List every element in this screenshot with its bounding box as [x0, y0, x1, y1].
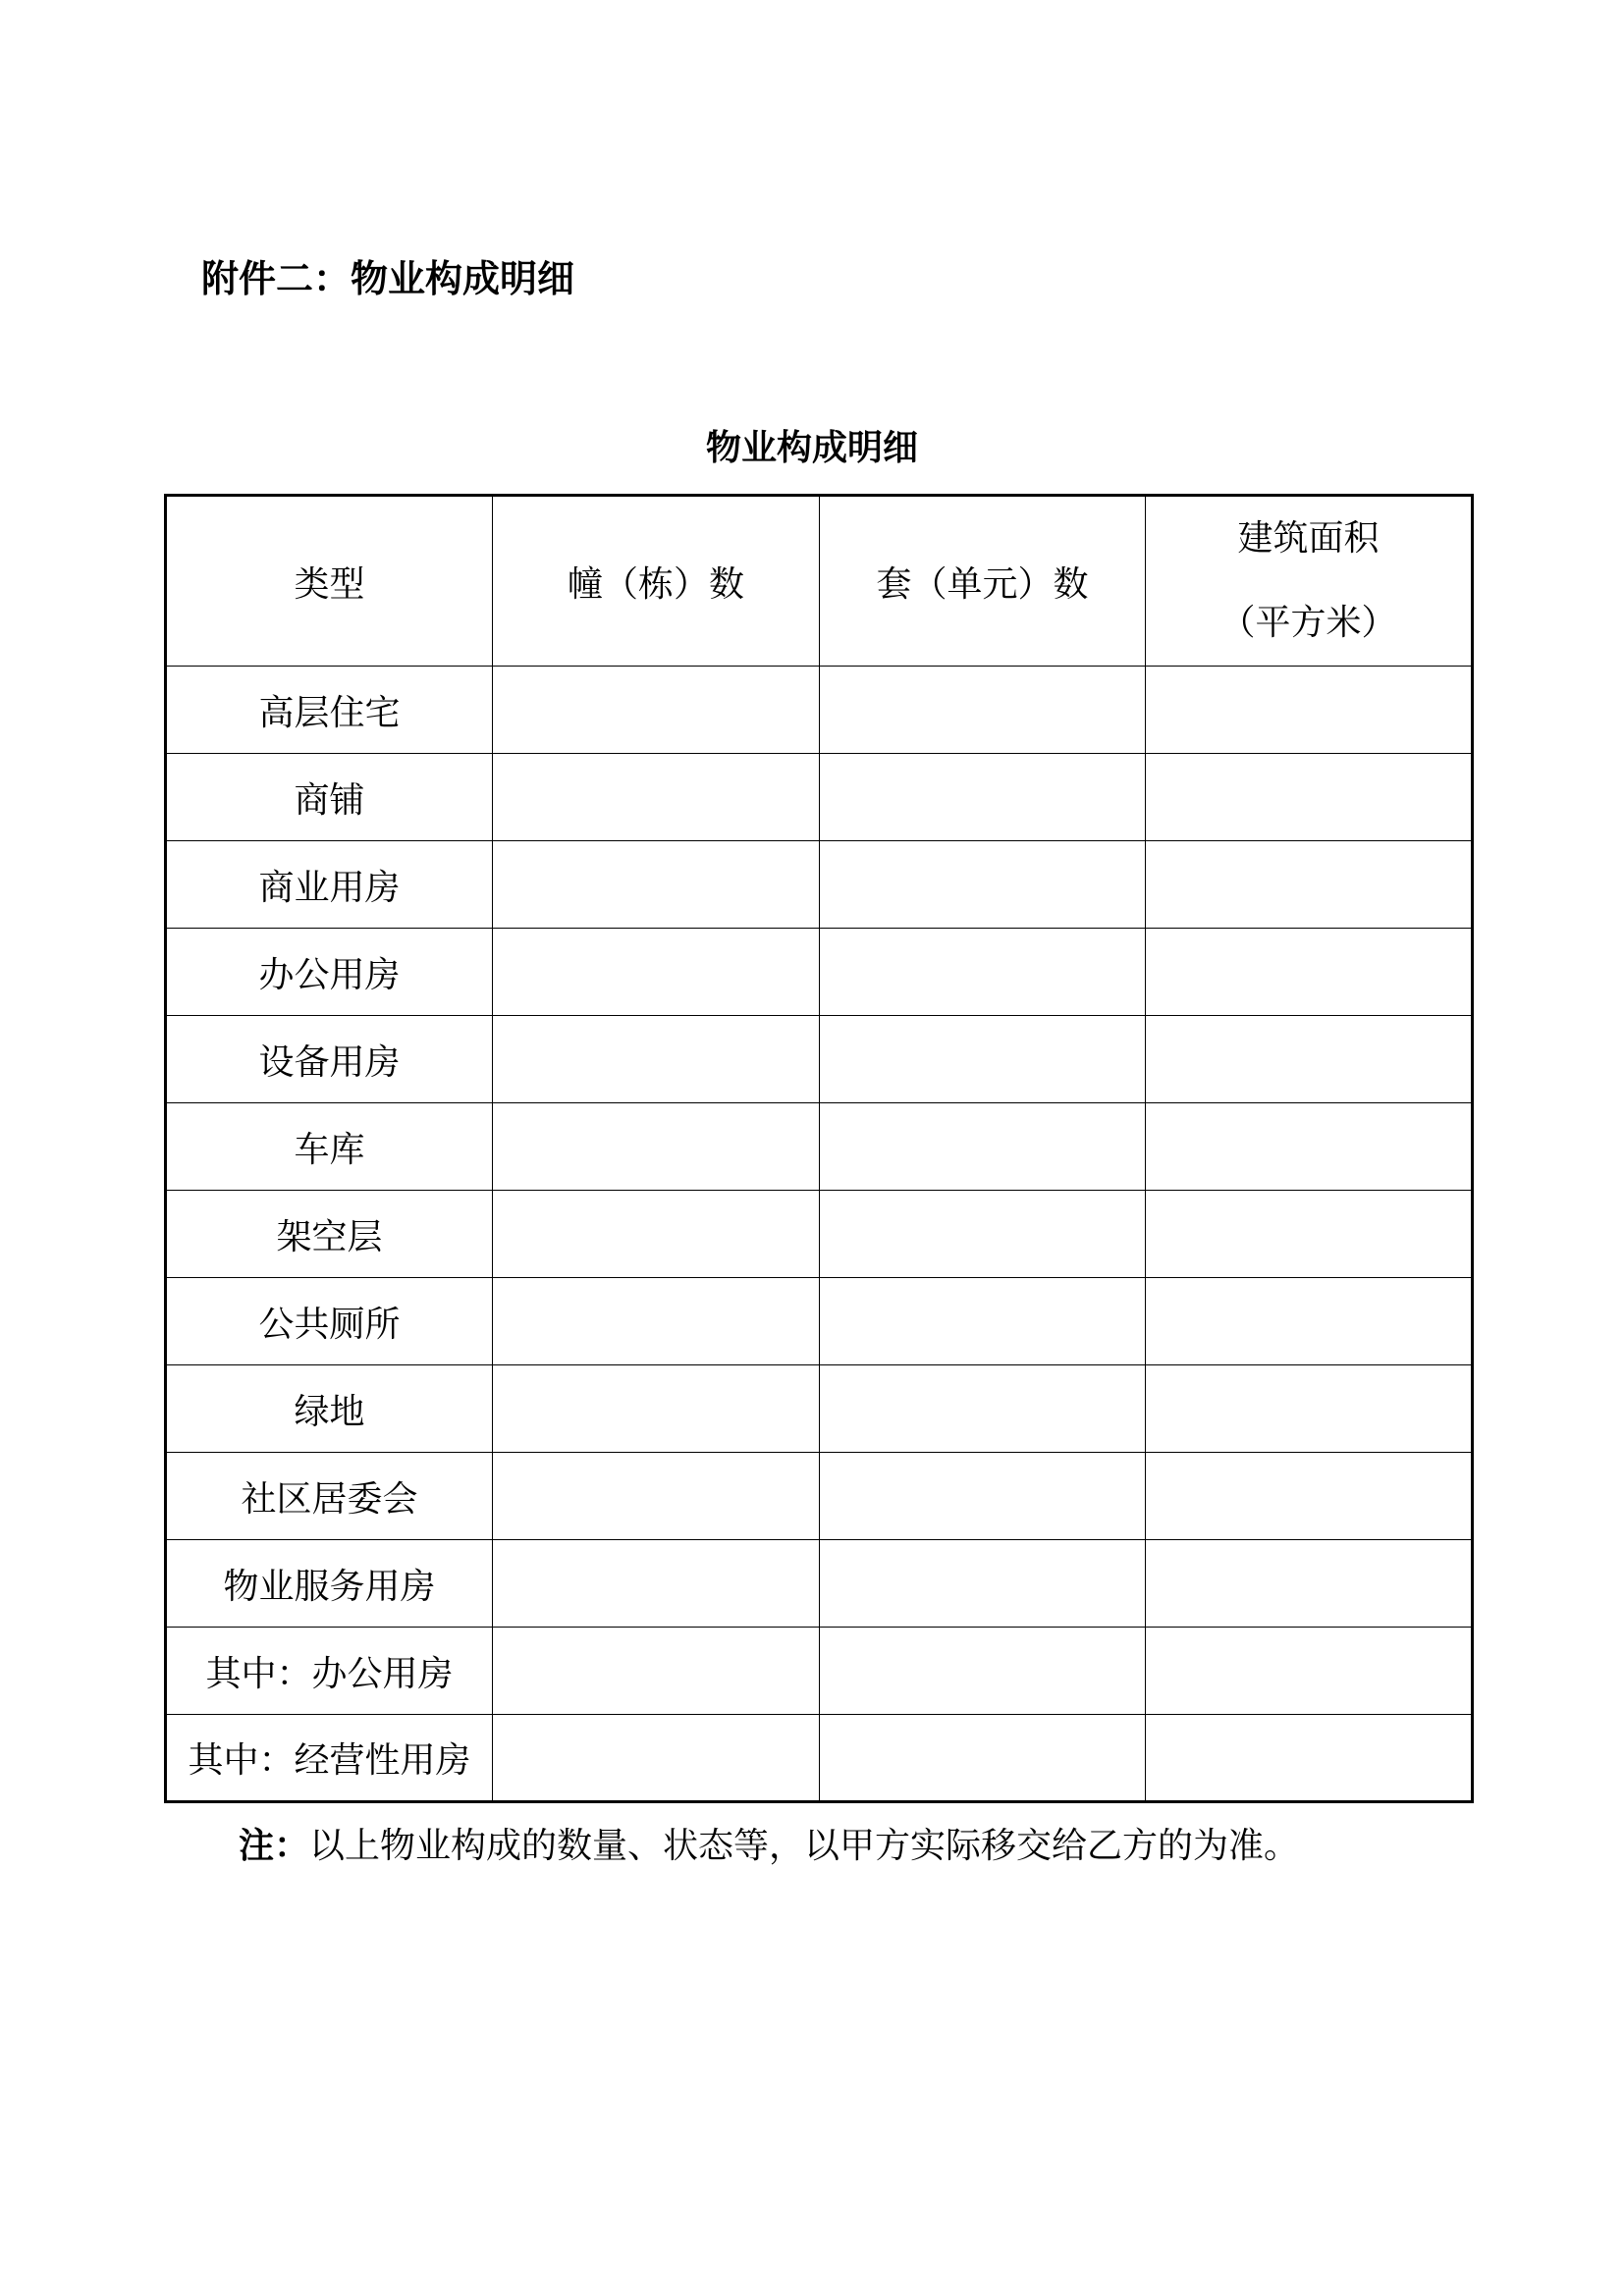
row-buildings-cell — [493, 841, 820, 929]
row-buildings-cell — [493, 1628, 820, 1715]
table-row — [166, 1453, 1473, 1540]
row-units-cell — [820, 1628, 1146, 1715]
row-buildings-cell — [493, 1278, 820, 1365]
table-row — [166, 1103, 1473, 1191]
row-type: 物业服务用房 — [166, 1540, 493, 1628]
row-buildings-cell — [493, 667, 820, 754]
property-composition-table — [164, 494, 1474, 1803]
row-area-cell — [1146, 667, 1473, 754]
note-label: 注： — [239, 1826, 310, 1866]
row-units-cell — [820, 1453, 1146, 1540]
row-area-cell — [1146, 841, 1473, 929]
row-type: 办公用房 — [166, 929, 493, 1016]
row-buildings-cell — [493, 1016, 820, 1103]
row-area-cell — [1146, 1016, 1473, 1103]
row-type: 车库 — [166, 1103, 493, 1191]
row-type: 社区居委会 — [166, 1453, 493, 1540]
table-row — [166, 841, 1473, 929]
row-type: 高层住宅 — [166, 667, 493, 754]
row-buildings-cell — [493, 1715, 820, 1802]
row-units-cell — [820, 841, 1146, 929]
header-type: 类型 — [166, 496, 493, 667]
table-row — [166, 1191, 1473, 1278]
table-note — [239, 1822, 1299, 1871]
table-row — [166, 1628, 1473, 1715]
table-row — [166, 1016, 1473, 1103]
row-type: 其中：经营性用房 — [166, 1715, 493, 1802]
table-header-row — [166, 496, 1473, 667]
header-units: 套（单元）数 — [820, 496, 1146, 667]
table-row — [166, 1365, 1473, 1453]
row-buildings-cell — [493, 1453, 820, 1540]
row-area-cell — [1146, 1365, 1473, 1453]
row-units-cell — [820, 1016, 1146, 1103]
header-area-line1: 建筑面积 — [1237, 518, 1380, 559]
row-units-cell — [820, 754, 1146, 841]
row-area-cell — [1146, 1628, 1473, 1715]
table-row — [166, 667, 1473, 754]
row-buildings-cell — [493, 929, 820, 1016]
header-area — [1146, 496, 1473, 667]
row-units-cell — [820, 1715, 1146, 1802]
row-units-cell — [820, 929, 1146, 1016]
table-row — [166, 754, 1473, 841]
note-text: 以上物业构成的数量、状态等，以甲方实际移交给乙方的为准。 — [309, 1826, 1300, 1866]
row-area-cell — [1146, 1715, 1473, 1802]
row-buildings-cell — [493, 1191, 820, 1278]
table-row — [166, 1540, 1473, 1628]
row-units-cell — [820, 1540, 1146, 1628]
row-type: 公共厕所 — [166, 1278, 493, 1365]
header-area-line2: （平方米） — [1219, 603, 1397, 643]
row-units-cell — [820, 1191, 1146, 1278]
row-area-cell — [1146, 929, 1473, 1016]
row-buildings-cell — [493, 754, 820, 841]
attachment-heading: 附件二：物业构成明细 — [201, 257, 575, 300]
row-type: 商铺 — [166, 754, 493, 841]
table-title: 物业构成明细 — [705, 428, 918, 468]
row-units-cell — [820, 667, 1146, 754]
header-buildings: 幢（栋）数 — [493, 496, 820, 667]
table-row — [166, 1715, 1473, 1802]
row-type: 设备用房 — [166, 1016, 493, 1103]
table-row — [166, 929, 1473, 1016]
row-units-cell — [820, 1365, 1146, 1453]
row-buildings-cell — [493, 1365, 820, 1453]
row-buildings-cell — [493, 1103, 820, 1191]
row-units-cell — [820, 1103, 1146, 1191]
row-area-cell — [1146, 1191, 1473, 1278]
table-row — [166, 1278, 1473, 1365]
row-area-cell — [1146, 1103, 1473, 1191]
row-area-cell — [1146, 1540, 1473, 1628]
row-type: 商业用房 — [166, 841, 493, 929]
row-units-cell — [820, 1278, 1146, 1365]
row-area-cell — [1146, 1453, 1473, 1540]
row-area-cell — [1146, 754, 1473, 841]
row-buildings-cell — [493, 1540, 820, 1628]
row-type: 绿地 — [166, 1365, 493, 1453]
row-area-cell — [1146, 1278, 1473, 1365]
row-type: 其中：办公用房 — [166, 1628, 493, 1715]
row-type: 架空层 — [166, 1191, 493, 1278]
